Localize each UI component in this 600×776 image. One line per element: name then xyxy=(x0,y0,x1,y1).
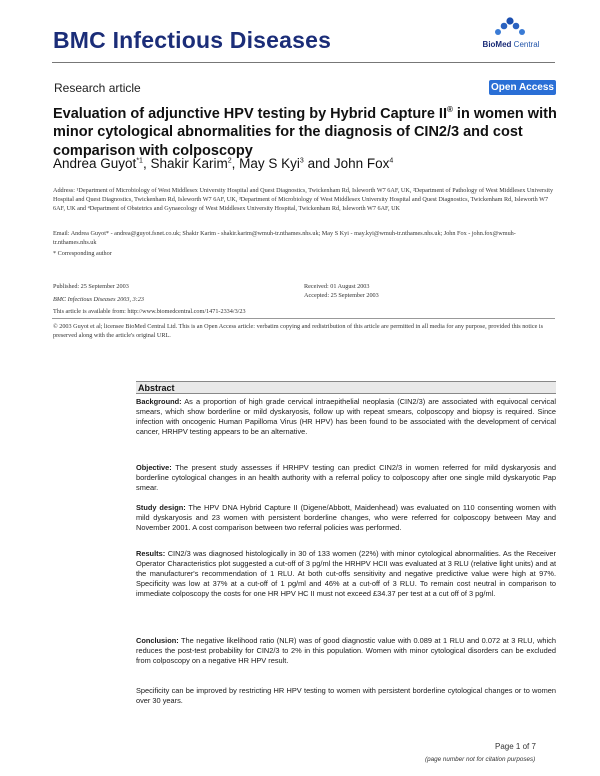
author-name: John Fox xyxy=(333,156,390,171)
abstract-heading: Abstract xyxy=(136,381,556,394)
article-type: Research article xyxy=(54,81,141,95)
author-name: May S Kyi xyxy=(239,156,300,171)
article-title xyxy=(53,101,558,160)
section-text: The present study assesses if HRHPV testing can predict CIN2/3 in women referred for mild dyskaryosis and borderline cytological changes in an health authority with a referral policy to colposcopy after one single mild dyskaryotic Pap smear. xyxy=(136,463,556,493)
author-affiliation: 4 xyxy=(389,157,394,165)
title-rest: in women with minor cytological abnormalities for the diagnosis of CIN2/3 and cost comparison with colposcopy xyxy=(53,105,557,159)
abstract-background xyxy=(136,397,556,437)
abstract-specificity-note xyxy=(136,686,556,706)
open-access-badge: Open Access xyxy=(491,82,554,93)
journal-title: BMC Infectious Diseases xyxy=(53,27,332,53)
author-affiliation: *1 xyxy=(136,157,143,165)
section-text: The HPV DNA Hybrid Capture II (Digene/Abbott, Maidenhead) was evaluated on 110 consenting women with mild dyskaryosis and 23 women with persistent borderline changes, who were referred for colposcopy between May and November 2001. A cost comparison between two referral policies was performed. xyxy=(136,503,556,533)
section-text: As a proportion of high grade cervical intraepithelial neoplasia (CIN2/3) are associated with equivocal cervical smears, which show borderline or mild dyskaryosis, follow up with repeat smears, colposcopy and biopsy is required. Since infection with oncogenic Human Papilloma Virus (HR HPV) has been found to be associated with the development of cervical cancer, HRHPV testing appears to be an alternative. xyxy=(136,397,556,437)
page-number: Page 1 of 7 xyxy=(495,742,536,751)
section-text: The negative likelihood ratio (NLR) was of good diagnostic value with 0.089 at 1 RLU and 0.072 at 3 RLU, which reduces the post-test probability for CIN2/3 to 2% in this population. Women with minor cytological disorders can be excluded from colposcopy on a negative HR HPV result. xyxy=(136,636,556,666)
section-text: CIN2/3 was diagnosed histologically in 30 of 133 women (22%) with minor cytological abnormalities. As the Receiver Operator Characteristics plot suggested a cut-off of 3 pg/ml the HRHPV HCII was evaluated at 3 RLU (relative light units) and at the manufacturer's recommendation of 1 RLU. At both cut-offs sensitivity and negative predictive value were high at 97%. Specificity was low at 37% at a cut-off of 1 pg/ml and 46% at a cut-off of 3 RLU. To remain cost neutral in comparison to immediate colposcopy the costs for one HR HPV HC II must not exceed £34.37 per test at a cut off of 3 pg/ml. xyxy=(136,549,556,599)
citation: BMC Infectious Diseases 2003, 3:23 xyxy=(53,296,144,303)
author-list xyxy=(53,156,393,171)
logo-text-central: Central xyxy=(511,40,540,49)
copyright-notice: © 2003 Guyot et al; licensee BioMed Central Ltd. This is an Open Access article: verbatim copying and redistribution of this article are permitted in all media for any purpose, provided this notice is preserved along with the article's original URL. xyxy=(53,323,544,340)
title-main: Evaluation of adjunctive HPV testing by Hybrid Capture II xyxy=(53,105,447,122)
article-url: This article is available from: http://www.biomedcentral.com/1471-2334/3/23 xyxy=(53,308,246,315)
title-registered-mark: ® xyxy=(446,105,453,114)
header-divider xyxy=(52,62,555,63)
meta-divider xyxy=(52,318,555,319)
abstract-results xyxy=(136,549,556,599)
author-separator: and xyxy=(303,156,334,171)
section-label: Study design: xyxy=(136,503,186,512)
section-label: Results: xyxy=(136,549,166,558)
abstract-section xyxy=(136,381,556,711)
author-affiliation: 3 xyxy=(299,157,304,165)
abstract-objective xyxy=(136,463,556,493)
accepted-date: Accepted: 25 September 2003 xyxy=(304,292,379,299)
author-separator: , xyxy=(142,156,151,171)
section-label: Objective: xyxy=(136,463,172,472)
author-affiliation: 2 xyxy=(227,157,232,165)
abstract-study-design xyxy=(136,503,556,533)
published-date: Published: 25 September 2003 xyxy=(53,283,129,290)
section-label: Conclusion: xyxy=(136,636,179,645)
section-label: Background: xyxy=(136,397,182,406)
logo-text-biomed: BioMed xyxy=(482,40,512,49)
affiliation-address: Address: ¹Department of Microbiology of West Middlesex University Hospital and Quest Diagnostics, Twickenham Rd, Isleworth W7 6AF, UK, ²Department of Pathology of West Middlesex University Hospital and Quest Diagnostics, Twickenham Rd, Isleworth W7 6AF, UK, ³Department of Microbiology of West Middlesex University Hospital and Quest Diagnostics, Twickenham Rd, Isleworth W7 6AF, UK and ⁴Department of Obstetrics and Gynaecology of West Middlesex University Hospital, Twickenham Rd, Isleworth W7 6AF, UK xyxy=(53,187,554,213)
section-text: Specificity can be improved by restricting HR HPV testing to women with persistent borderline cytological changes or to women over 30 years. xyxy=(136,686,556,706)
author-separator: , xyxy=(231,156,240,171)
author-emails: Email: Andrea Guyot* - andrea@guyot.fsnet.co.uk; Shakir Karim - shakir.karim@wmuh-tr.nthames.nhs.uk; May S Kyi - may.kyi@wmuh-tr.nthames.nhs.uk; John Fox - john.fox@wmuh-tr.nthames.nhs.uk xyxy=(53,230,516,247)
abstract-conclusion xyxy=(136,636,556,666)
author-name: Andrea Guyot xyxy=(53,156,137,171)
received-date: Received: 01 August 2003 xyxy=(304,283,370,290)
logo-dots-icon xyxy=(493,17,527,37)
page-number-note: (page number not for citation purposes) xyxy=(425,756,536,763)
biomed-central-logo xyxy=(466,16,556,56)
author-name: Shakir Karim xyxy=(150,156,228,171)
corresponding-author-note: * Corresponding author xyxy=(53,250,112,257)
